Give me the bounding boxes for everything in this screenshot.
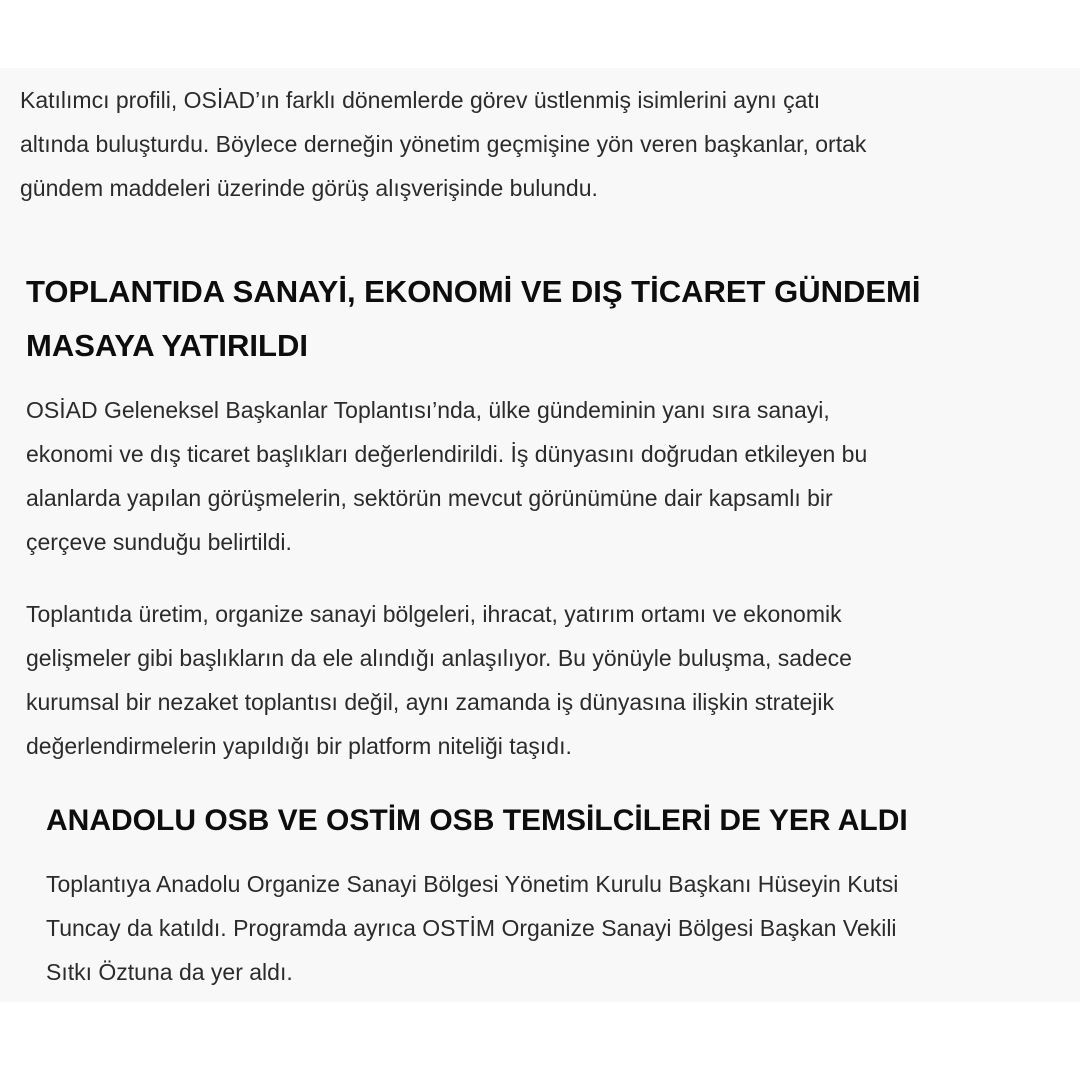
intro-line: Katılımcı profili, OSİAD’ın farklı dönemlerde görev üstlenmiş isimlerini aynı çatı [20, 87, 821, 113]
paragraph-line: Toplantıya Anadolu Organize Sanayi Bölgesi Yönetim Kurulu Başkanı Hüseyin Kutsi [46, 871, 899, 897]
paragraph-line: alanlarda yapılan görüşmelerin, sektörün mevcut görünümüne dair kapsamlı bir [26, 485, 833, 511]
section-heading-line: TOPLANTIDA SANAYİ, EKONOMİ VE DIŞ TİCARET GÜNDEMİ [26, 274, 921, 309]
paragraph-line: Toplantıda üretim, organize sanayi bölgeleri, ihracat, yatırım ortamı ve ekonomik [26, 601, 842, 627]
intro-paragraph [20, 78, 866, 210]
paragraph-line: gelişmeler gibi başlıkların da ele alındığı anlaşılıyor. Bu yönüyle buluşma, sadece [26, 645, 852, 671]
section-heading-economy [26, 265, 920, 373]
economy-paragraph-2 [26, 592, 852, 768]
paragraph-line: ekonomi ve dış ticaret başlıkları değerlendirildi. İş dünyasını doğrudan etkileyen bu [26, 441, 868, 467]
intro-line: altında buluşturdu. Böylece derneğin yönetim geçmişine yön veren başkanlar, ortak [20, 131, 867, 157]
section-heading-osb [46, 801, 908, 841]
section-heading-line: MASAYA YATIRILDI [26, 328, 308, 363]
osb-paragraph [46, 862, 898, 994]
intro-line: gündem maddeleri üzerinde görüş alışverişinde bulundu. [20, 175, 598, 201]
paragraph-line: OSİAD Geleneksel Başkanlar Toplantısı’nda, ülke gündeminin yanı sıra sanayi, [26, 397, 830, 423]
paragraph-line: Tuncay da katıldı. Programda ayrıca OSTİM Organize Sanayi Bölgesi Başkan Vekili [46, 915, 897, 941]
paragraph-line: değerlendirmelerin yapıldığı bir platform niteliği taşıdı. [26, 733, 572, 759]
paragraph-line: çerçeve sunduğu belirtildi. [26, 529, 292, 555]
economy-paragraph-1 [26, 388, 867, 564]
section-heading-line: ANADOLU OSB VE OSTİM OSB TEMSİLCİLERİ DE YER ALDI [46, 804, 908, 837]
paragraph-line: Sıtkı Öztuna da yer aldı. [46, 959, 293, 985]
paragraph-line: kurumsal bir nezaket toplantısı değil, aynı zamanda iş dünyasına ilişkin stratejik [26, 689, 834, 715]
